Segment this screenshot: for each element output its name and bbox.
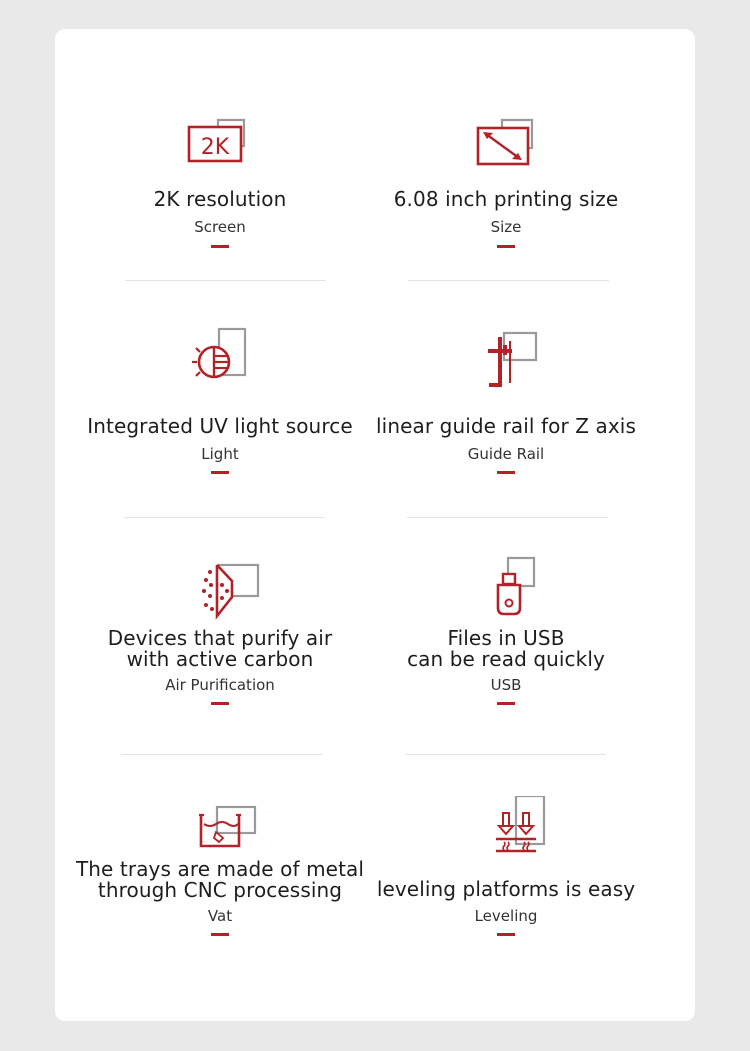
feature-title: Files in USB can be read quickly	[407, 626, 605, 671]
feature-subtitle: Screen	[194, 218, 246, 236]
feature-title: Devices that purify air with active carbon	[107, 626, 333, 671]
feature-title: leveling platforms is easy	[376, 877, 636, 901]
feature-subtitle: Guide Rail	[467, 445, 545, 463]
feature-title: The trays are made of metal through CNC processing	[75, 857, 365, 902]
resolution-2k-text: 2K	[200, 135, 230, 160]
feature-subtitle: Leveling	[474, 907, 538, 925]
feature-title: 6.08 inch printing size	[393, 187, 619, 211]
feature-subtitle: Air Purification	[165, 676, 275, 694]
features-card	[55, 29, 695, 1021]
feature-subtitle: Size	[490, 218, 522, 236]
feature-title: 2K resolution	[153, 187, 287, 211]
feature-subtitle: Light	[201, 445, 239, 463]
feature-subtitle: Vat	[207, 907, 233, 925]
resin-vat-icon	[180, 802, 260, 862]
feature-vat	[60, 29, 380, 959]
accent-dash	[211, 933, 229, 936]
accent-dash	[497, 933, 515, 936]
feature-title: Integrated UV light source	[87, 414, 353, 438]
feature-title: linear guide rail for Z axis	[376, 414, 636, 438]
feature-subtitle: USB	[490, 676, 522, 694]
feature-leveling	[346, 29, 666, 959]
leveling-icon	[466, 796, 546, 856]
